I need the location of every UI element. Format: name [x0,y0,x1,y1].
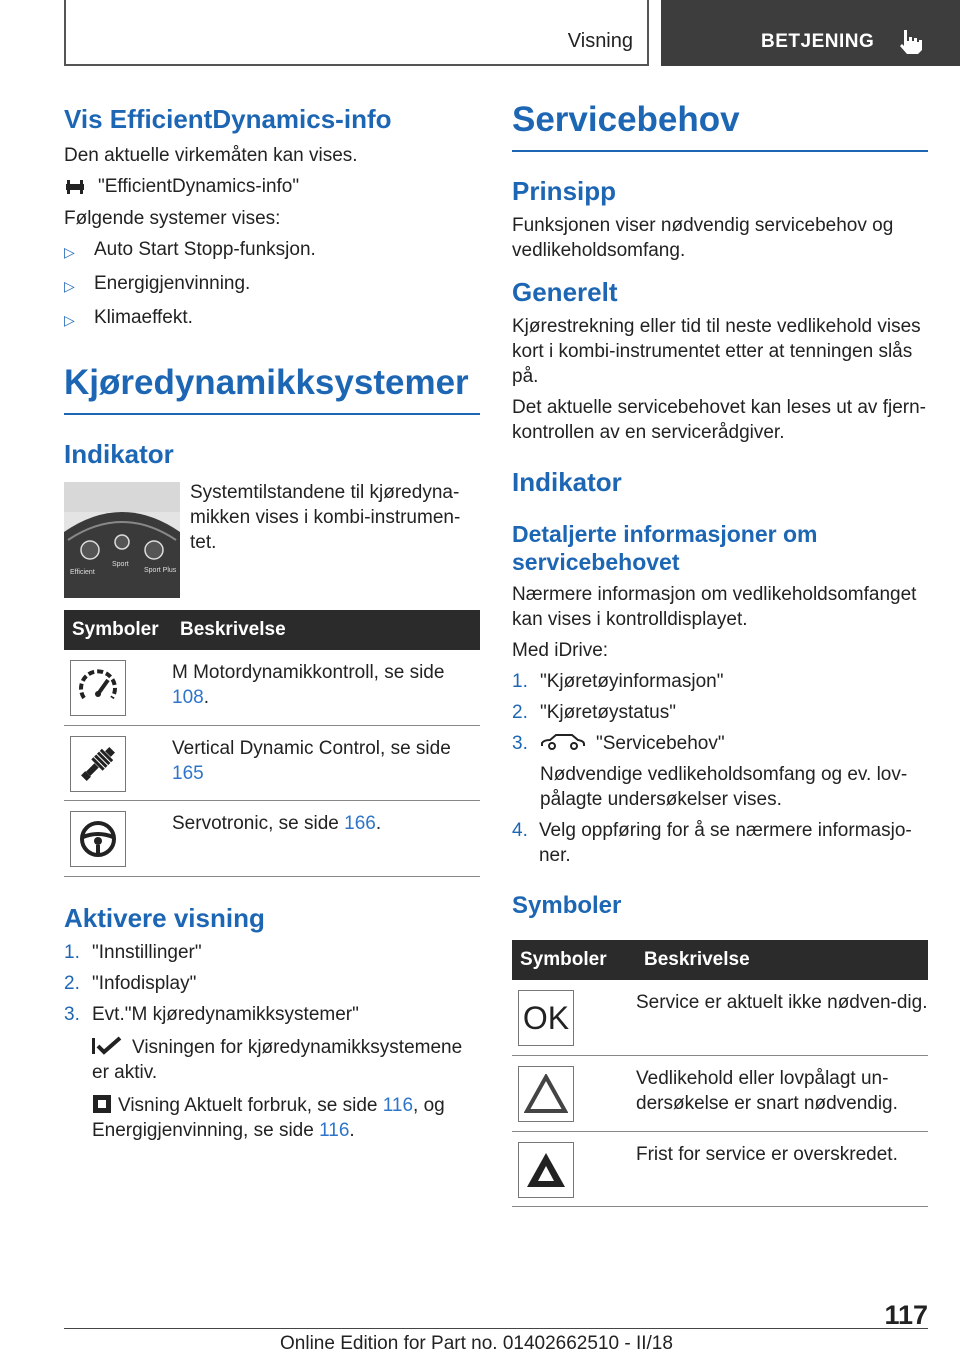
header-section-tab [64,0,649,66]
page-link[interactable]: 116 [382,1094,414,1116]
service-row-3-text: Frist for service er overskredet. [636,1131,928,1206]
drive-indicator-block [64,482,480,598]
list-item: ▷ Auto Start Stopp-funksjon. [64,237,480,265]
drive-symbols-table [64,610,480,877]
gauge-label-efficient: Efficient [70,569,95,576]
table-row [64,650,480,725]
drive-indicator-title: Indikator [64,439,174,469]
table-row [64,725,480,800]
activate-note-1: Visningen for kjøredynamikksystemene er aktiv. [92,1036,463,1083]
list-item: ▷ Klimaeffekt. [64,305,480,333]
service-row-1-text: Service er aktuelt ikke nødven-dig. [636,980,928,1055]
service-title: Servicebehov [512,100,928,152]
efficient-menu-item: "EfficientDynamics-info" [98,176,300,197]
footer-edition: Online Edition for Part no. 01402662510 - II/18 [280,1333,673,1354]
page-number: 117 [884,1300,928,1330]
header-chapter-label: BETJENING [761,31,875,52]
table-row [64,800,480,876]
warning-triangle-outline-icon [518,1066,574,1122]
list-item: ▷ Energigjenvinning. [64,271,480,299]
list-item: 3. Evt."M kjøredynamikksystemer" [64,1003,359,1025]
shock-absorber-icon [70,736,126,792]
drive-systems-title: Kjøredynamikksystemer [64,363,480,415]
efficient-intro: Den aktuelle virkemåten kan vises. [64,145,358,166]
symbols-title: Symboler [512,892,622,919]
efficient-menu-row [64,176,480,198]
checkmark-icon [92,1036,126,1056]
page-link[interactable]: 165 [172,762,204,784]
header-section-label: Visning [567,30,633,52]
efficient-list [64,237,480,333]
efficient-list-intro: Følgende systemer vises: [64,208,281,229]
drive-row-2-text: Vertical Dynamic Control, se side 165 [172,725,480,800]
table-header-description: Beskrivelse [636,940,928,980]
page-link[interactable]: 108 [172,687,204,708]
list-item: 3. "Servicebehov" [512,733,725,754]
service-row-2-text: Vedlikehold eller lovpålagt un-dersøkelse er snart nødvendig. [636,1055,928,1131]
page-link[interactable]: 166 [344,812,376,834]
list-item: 4. Velg oppføring for å se nærmere informasjo-ner. [512,820,912,866]
general-title: Generelt [512,277,618,307]
principle-text: Funksjonen viser nødvendig servicebehov og vedlikeholdsomfang. [512,215,894,261]
ok-icon: OK [518,990,574,1046]
table-header-symbols: Symboler [64,610,172,650]
drive-indicator-text: Systemtilstandene til kjøredyna-mikken vises i kombi-instrumen-tet. [190,482,461,553]
m-dynamic-gauge-icon [70,660,126,716]
general-text-2: Det aktuelle servicebehovet kan leses ut av fjern-kontrollen av en servicerådgiver. [512,397,926,443]
instrument-cluster-image [64,482,180,598]
drive-row-3-text: Servotronic, se side 166. [172,800,480,876]
footer-divider [64,1328,928,1329]
activate-title: Aktivere visning [64,902,265,933]
header-chapter-tab [661,0,960,66]
efficient-title: Vis EfficientDynamics-info [64,104,392,134]
bullet-triangle-icon: ▷ [64,244,75,260]
gauge-label-sport-plus: Sport Plus [144,567,177,574]
car-service-icon [540,733,586,751]
service-symbols-table [512,940,928,1207]
list-item: 1. "Innstillinger" [64,941,202,963]
left-column [64,100,480,1143]
list-item: 1. "Kjøretøyinformasjon" [512,671,724,692]
table-row [512,980,928,1055]
steering-wheel-icon [70,811,126,867]
service-steps [512,669,928,868]
table-row [512,1131,928,1206]
square-display-icon [92,1094,112,1114]
activate-steps [64,940,480,1027]
details-text: Nærmere informasjon om vedlikeholdsomfanget kan vises i kontrolldisplayet. [512,584,917,630]
table-row [512,1055,928,1131]
drive-row-1-text: M Motordynamikkontroll, se side 108. [172,650,480,725]
right-column [512,100,928,1207]
list-item: 2. "Infodisplay" [64,972,197,994]
gauge-label-sport: Sport [112,561,129,568]
hand-pointer-icon [896,26,926,56]
service-indicator-title: Indikator [512,467,622,497]
table-header-symbols: Symboler [512,940,636,980]
bullet-triangle-icon: ▷ [64,312,75,328]
principle-title: Prinsipp [512,176,617,206]
warning-triangle-filled-icon [518,1142,574,1198]
table-header-description: Beskrivelse [172,610,480,650]
car-settings-icon [64,178,86,196]
idrive-label: Med iDrive: [512,640,609,661]
general-text-1: Kjørestrekning eller tid til neste vedlikehold vises kort i kombi-instrumentet etter at tenningen slås på. [512,316,921,387]
details-title: Detaljerte informasjoner om servicebehovet [512,521,818,575]
step3-note: Nødvendige vedlikeholdsomfang og ev. lov-pålagte undersøkelser vises. [540,764,908,810]
bullet-triangle-icon: ▷ [64,278,75,294]
page-link[interactable]: 116 [319,1119,350,1141]
list-item: 2. "Kjøretøystatus" [512,702,676,723]
activate-note-2: Visning Aktuelt forbruk, se side 116, og Energigjenvinning, se side 116. [92,1094,445,1141]
